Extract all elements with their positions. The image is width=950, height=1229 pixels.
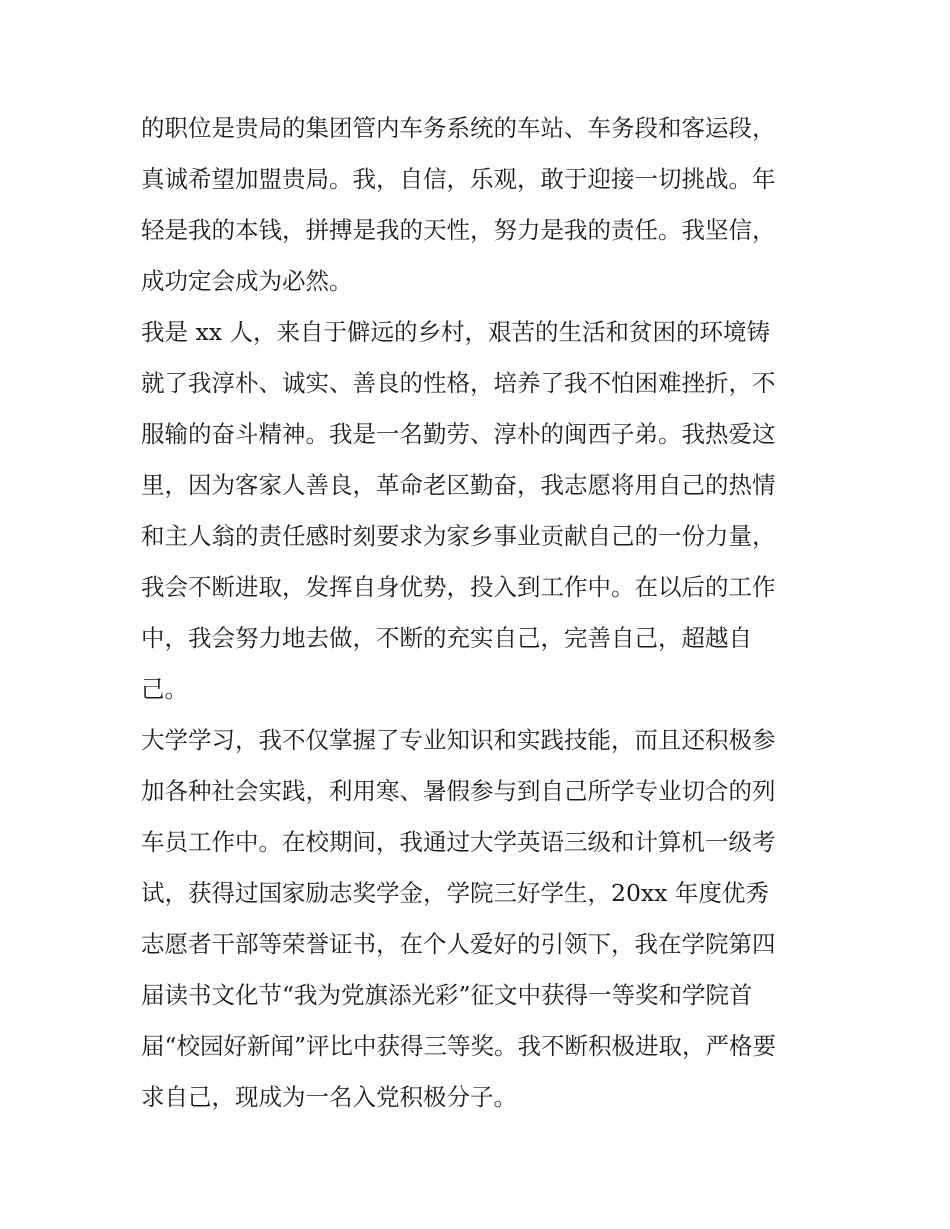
text-line: 我会不断进取，发挥自身优势，投入到工作中。在以后的工作 (141, 573, 776, 601)
document-body (141, 103, 831, 1123)
text-line: 试，获得过国家励志奖学金，学院三好学生，20xx 年度优秀 (141, 879, 769, 907)
text-line: 和主人翁的责任感时刻要求为家乡事业贡献自己的一份力量， (141, 522, 776, 550)
text-line: 志愿者干部等荣誉证书，在个人爱好的引领下，我在学院第四 (141, 930, 776, 958)
text-line: 届读书文化节“我为党旗添光彩”征文中获得一等奖和学院首 (141, 981, 753, 1009)
paragraph-1 (141, 103, 831, 307)
text-line: 中，我会努力地去做，不断的充实自己，完善自己，超越自 (141, 624, 752, 652)
text-line: 加各种社会实践，利用寒、暑假参与到自己所学专业切合的列 (141, 777, 776, 805)
text-line: 轻是我的本钱，拼搏是我的天性，努力是我的责任。我坚信， (141, 216, 776, 244)
text-line: 的职位是贵局的集团管内车务系统的车站、车务段和客运段， (141, 114, 776, 142)
text-line: 真诚希望加盟贵局。我，自信，乐观，敢于迎接一切挑战。年 (141, 165, 776, 193)
paragraph-2 (141, 307, 831, 715)
text-line: 己。 (141, 675, 188, 703)
paragraph-3 (141, 715, 831, 1123)
text-line: 我是 xx 人，来自于僻远的乡村，艰苦的生活和贫困的环境铸 (141, 318, 770, 346)
text-line: 车员工作中。在校期间，我通过大学英语三级和计算机一级考 (141, 828, 776, 856)
text-line: 成功定会成为必然。 (141, 267, 353, 295)
text-line: 届“校园好新闻”评比中获得三等奖。我不断积极进取，严格要 (141, 1032, 777, 1060)
text-line: 里，因为客家人善良，革命老区勤奋，我志愿将用自己的热情 (141, 471, 776, 499)
text-line: 就了我淳朴、诚实、善良的性格，培养了我不怕困难挫折，不 (141, 369, 776, 397)
text-line: 求自己，现成为一名入党积极分子。 (141, 1083, 517, 1111)
text-line: 大学学习，我不仅掌握了专业知识和实践技能，而且还积极参 (141, 726, 776, 754)
text-line: 服输的奋斗精神。我是一名勤劳、淳朴的闽西子弟。我热爱这 (141, 420, 776, 448)
